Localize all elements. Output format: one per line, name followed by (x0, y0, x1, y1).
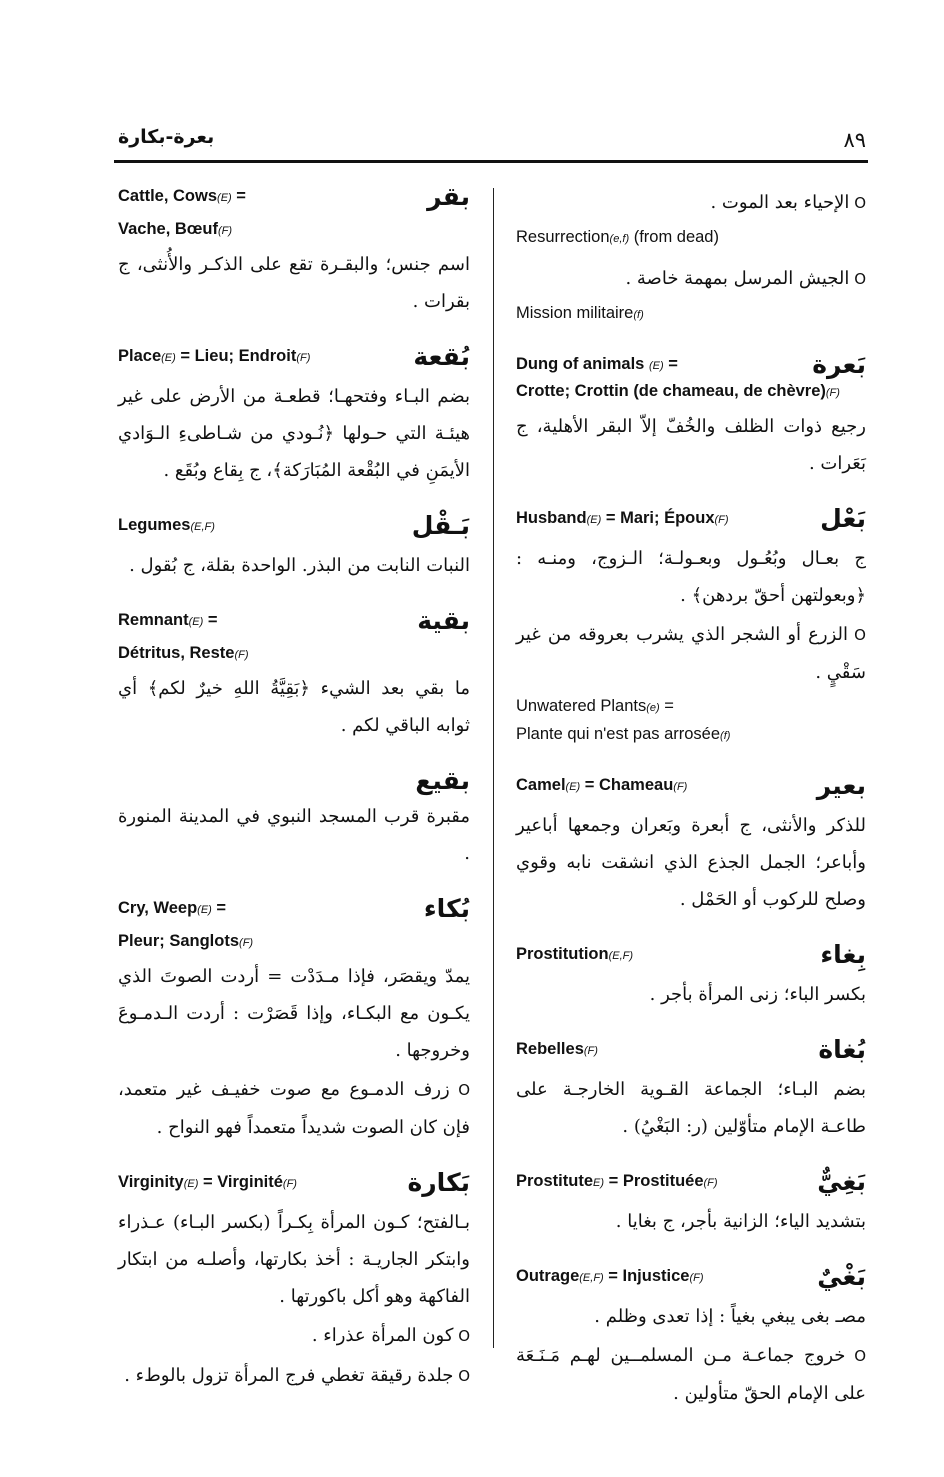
translation-line: Crotte; Crottin (de chameau, de chèvre)(F) (516, 382, 840, 400)
entry-baqar (118, 182, 470, 320)
sense-text: O زرف الدمـوع مع صوت خفيـف غير متعمد، فإن كان الصوت شديداً متعمداً فهو النواح . (118, 1071, 470, 1146)
headword: بُكاء (423, 894, 470, 923)
entry-bakara (118, 1168, 470, 1395)
translation-line: Cattle, Cows(E) = (118, 187, 246, 205)
headword: بقية (417, 606, 470, 635)
translation-line: Unwatered Plants(e) = (516, 697, 674, 715)
sense-text: O خروج جماعـة مـن المسلمــين لهـم مَـنَـعَة على الإمام الحقّ متأولين . (516, 1337, 866, 1412)
headword: بَغِيٌّ (817, 1167, 866, 1196)
definition-text: يمدّ ويقصَر، فإذا مـدَدْت = أردت الصوتَ الذي يكـون مع البكـاء، وإذا قَصَرْت : أردت الـدمـوعَ وخروجها . (118, 966, 470, 1061)
page-number: ٨٩ (843, 128, 866, 152)
headword: بُقعة (413, 342, 470, 371)
definition-text: رجيع ذوات الظلف والخُفّ إلاّ البقر الأهلية، ج بَعَرات . (516, 416, 866, 474)
translation-line: Prostitution(E,F) (516, 945, 634, 963)
translation-line: Outrage(E,F) = Injustice(F) (516, 1267, 704, 1285)
entry-baghiyy (516, 1167, 866, 1240)
definition-text: بتشديد الياء؛ الزانية بأجر، ج بغايا . (615, 1211, 866, 1232)
translation-line: Resurrection(e,f) (from dead) (516, 228, 719, 246)
translation-line: Plante qui n'est pas arrosée(f) (516, 725, 731, 743)
entry-baqi (118, 766, 470, 872)
translation-line: Camel(E) = Chameau(F) (516, 776, 688, 794)
sense-text: O كون المرأة عذراء . (118, 1317, 470, 1355)
page-header (118, 122, 866, 162)
entry-baqiyya (118, 606, 470, 744)
entry-bughat (516, 1035, 866, 1145)
definition-text: النبات النابت من البذر. الواحدة بقلة، ج بُقول . (129, 555, 470, 576)
entry-baal (516, 504, 866, 749)
entry-baara (516, 350, 866, 482)
definition-text: للذكر والأنثى، ج أبعرة وبَعران وجمعها أباعير وأباعر؛ الجمل الجذع الذي انشقت نابه وقوي وصلح للركوب أو الحَمْل . (516, 815, 866, 910)
headword: بِغاء (820, 940, 866, 969)
headword: بَكارة (407, 1168, 470, 1197)
definition-text: بضم البـاء وفتحهـا؛ قطعـة من الأرض على غير هيئـة التي حـولها ﴿نُـودي من شـاطىءِ الـوَادي الأيمَنِ في البُقْعة المُبَارَكة﴾، ج بِقاع وبُقَع . (118, 386, 470, 481)
sense-text: O الإحياء بعد الموت . (516, 184, 866, 222)
sense-text: O جلدة رقيقة تغطي فرج المرأة تزول بالوطء . (118, 1357, 470, 1395)
entry-bigha (516, 940, 866, 1013)
translation-line: Rebelles(F) (516, 1040, 598, 1058)
entry-buqa (118, 342, 470, 489)
definition-text: بـالفتح؛ كـون المرأة بِكـراً (بكسر البـاء) عـذراء وابتكر الجاريـة : أخذ بكارتها، وأصلـه من ابتكار الفاكهة وهو أكل باكورتها . (118, 1212, 470, 1307)
definition-text: مقبرة قرب المسجد النبوي في المدينة المنورة . (118, 806, 470, 864)
entry-bukaa (118, 894, 470, 1146)
headword: بعير (816, 771, 866, 800)
translation-line: Vache, Bœuf(F) (118, 220, 232, 238)
headword: بقر (427, 182, 470, 211)
entry-baghy (516, 1262, 866, 1412)
column-divider (493, 188, 494, 1348)
right-column (516, 182, 866, 1404)
headword: بَعرة (812, 350, 866, 379)
headword: بَغْيٌ (817, 1262, 866, 1291)
translation-line: Détritus, Reste(F) (118, 644, 249, 662)
translation-line: Virginity(E) = Virginité(F) (118, 1173, 297, 1191)
definition-text: مصـ بغى يبغي بغياً : إذا تعدى وظلم . (594, 1306, 866, 1327)
translation-line: Place(E) = Lieu; Endroit(F) (118, 347, 311, 365)
translation-line: Cry, Weep(E) = (118, 899, 227, 917)
entry-baql (118, 511, 470, 584)
translation-line: ProstituteE) = Prostituée(F) (516, 1172, 718, 1190)
headword: بَـقْل (411, 511, 470, 540)
headword: بُغاة (818, 1035, 866, 1064)
definition-text: بضم البـاء؛ الجماعة القـوية الخارجـة على طاعـة الإمام متأوّلين (ر: البَغْيُ) . (516, 1079, 866, 1137)
definition-text: بكسر الباء؛ زنى المرأة بأجر . (649, 984, 866, 1005)
translation-line: Husband(E) = Mari; Époux(F) (516, 509, 729, 527)
definition-text: ج بعـال وبُعُـول وبعـولـة؛ الـزوج، ومنـه : ﴿وبعولتهن أحقّ بردهن﴾ . (516, 548, 866, 606)
translation-line: Remnant(E) = (118, 611, 218, 629)
entry-continued (516, 184, 866, 328)
sense-text: O الزرع أو الشجر الذي يشرب بعروقه من غير سَقْيٍ . (516, 616, 866, 691)
header-rule (114, 160, 868, 163)
left-column (118, 182, 470, 1386)
translation-line: Legumes(E,F) (118, 516, 215, 534)
sense-text: O الجيش المرسل بمهمة خاصة . (516, 260, 866, 298)
definition-text: اسم جنس؛ والبقـرة تقع على الذكـر والأُنثى، ج بقرات . (118, 254, 470, 312)
entry-baeer (516, 771, 866, 918)
translation-line: Pleur; Sanglots(F) (118, 932, 254, 950)
running-head: بعرة-بكارة (118, 126, 215, 148)
headword: بقيع (415, 766, 470, 795)
headword: بَعْل (820, 504, 866, 533)
translation-line: Dung of animals (E) = (516, 355, 678, 373)
translation-line: Mission militaire(f) (516, 304, 644, 322)
definition-text: ما بقي بعد الشيء ﴿بَقِيَّةُ اللهِ خيرٌ لكم﴾ أي ثوابه الباقي لكم . (118, 678, 470, 736)
